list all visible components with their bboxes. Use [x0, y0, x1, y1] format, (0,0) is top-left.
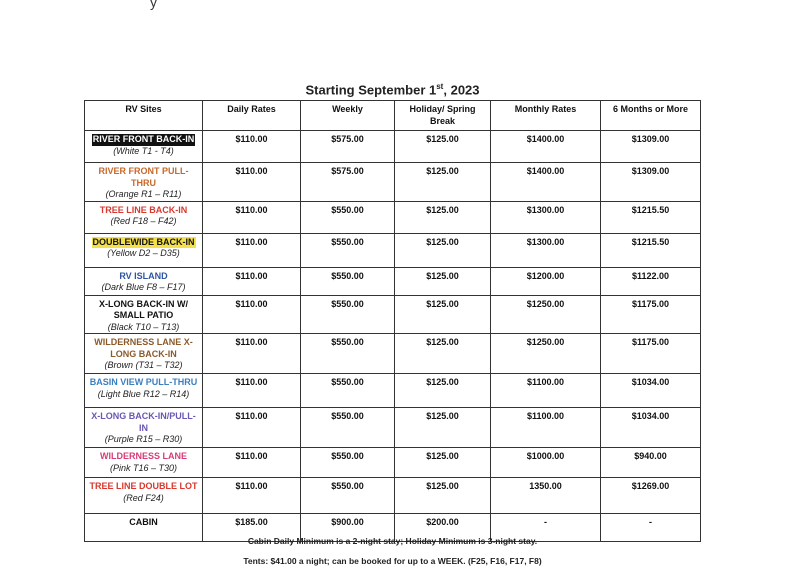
six-month-rate-cell: $1269.00: [601, 478, 701, 514]
title-text: Starting September 1: [305, 82, 437, 98]
six-month-rate-cell: -: [601, 514, 701, 542]
site-cell: [85, 131, 203, 163]
daily-rate-cell: $110.00: [203, 374, 301, 408]
table-row: [85, 131, 701, 163]
site-cell: [85, 295, 203, 334]
holiday-rate-cell: $200.00: [395, 514, 491, 542]
table-row: [85, 478, 701, 514]
daily-rate-cell: $110.00: [203, 295, 301, 334]
monthly-rate-cell: $1250.00: [491, 295, 601, 334]
site-cell: [85, 374, 203, 408]
table-row: [85, 448, 701, 478]
site-name: BASIN VIEW PULL-THRU: [89, 377, 198, 387]
daily-rate-cell: $185.00: [203, 514, 301, 542]
table-row: [85, 408, 701, 448]
col-header-monthly-rates: Monthly Rates: [491, 101, 601, 131]
weekly-rate-cell: $550.00: [301, 374, 395, 408]
site-name: DOUBLEWIDE BACK-IN: [92, 236, 195, 247]
site-name: WILDERNESS LANE X-LONG BACK-IN: [94, 337, 193, 359]
weekly-rate-cell: $575.00: [301, 131, 395, 163]
cabin-minimum-note: Cabin Daily Minimum is a 2-night stay; Holiday Minimum is 3-night stay.: [247, 536, 538, 546]
table-row: [85, 163, 701, 202]
site-cell: [85, 408, 203, 448]
daily-rate-cell: $110.00: [203, 478, 301, 514]
site-name: RV ISLAND: [119, 270, 168, 281]
site-cell: [85, 448, 203, 478]
col-header-rv-sites: RV Sites: [85, 101, 203, 131]
title-year: , 2023: [443, 82, 480, 98]
daily-rate-cell: $110.00: [203, 334, 301, 374]
weekly-rate-cell: $550.00: [301, 267, 395, 295]
monthly-rate-cell: $1200.00: [491, 267, 601, 295]
site-cell: [85, 334, 203, 374]
holiday-rate-cell: $125.00: [395, 295, 491, 334]
header-row: [85, 101, 701, 131]
monthly-rate-cell: $1300.00: [491, 201, 601, 233]
site-code: (Purple R15 – R30): [104, 434, 183, 444]
holiday-rate-cell: $125.00: [395, 131, 491, 163]
site-code: (Orange R1 – R11): [105, 189, 182, 199]
monthly-rate-cell: $1100.00: [491, 374, 601, 408]
holiday-rate-cell: $125.00: [395, 478, 491, 514]
holiday-rate-cell: $125.00: [395, 334, 491, 374]
corner-mark: y: [150, 0, 157, 10]
holiday-rate-cell: $125.00: [395, 163, 491, 202]
site-code: (Light Blue R12 – R14): [97, 388, 190, 399]
site-code: (Pink T16 – T30): [109, 462, 178, 473]
monthly-rate-cell: $1400.00: [491, 163, 601, 202]
table-row: [85, 295, 701, 334]
weekly-rate-cell: $550.00: [301, 233, 395, 267]
monthly-rate-cell: -: [491, 514, 601, 542]
daily-rate-cell: $110.00: [203, 233, 301, 267]
weekly-rate-cell: $575.00: [301, 163, 395, 202]
daily-rate-cell: $110.00: [203, 267, 301, 295]
site-name: RIVER FRONT PULL-THRU: [98, 166, 189, 188]
site-name: TREE LINE DOUBLE LOT: [89, 481, 198, 491]
site-code: (Dark Blue F8 – F17): [101, 282, 186, 292]
site-code: (Red F18 – F42): [110, 216, 177, 226]
monthly-rate-cell: $1400.00: [491, 131, 601, 163]
monthly-rate-cell: $1250.00: [491, 334, 601, 374]
six-month-rate-cell: $1309.00: [601, 131, 701, 163]
daily-rate-cell: $110.00: [203, 408, 301, 448]
six-month-rate-cell: $1034.00: [601, 374, 701, 408]
weekly-rate-cell: $550.00: [301, 201, 395, 233]
monthly-rate-cell: $1000.00: [491, 448, 601, 478]
site-cell: [85, 478, 203, 514]
site-name: X-LONG BACK-IN/PULL-IN: [91, 411, 196, 433]
six-month-rate-cell: $1309.00: [601, 163, 701, 202]
rates-table: [84, 100, 701, 542]
table-row: [85, 233, 701, 267]
weekly-rate-cell: $550.00: [301, 478, 395, 514]
table-row: [85, 374, 701, 408]
site-name: WILDERNESS LANE: [99, 451, 187, 461]
weekly-rate-cell: $550.00: [301, 408, 395, 448]
site-name: RIVER FRONT BACK-IN: [92, 134, 195, 144]
daily-rate-cell: $110.00: [203, 163, 301, 202]
holiday-rate-cell: $125.00: [395, 408, 491, 448]
six-month-rate-cell: $1215.50: [601, 233, 701, 267]
holiday-rate-cell: $125.00: [395, 448, 491, 478]
col-header-daily-rates: Daily Rates: [203, 101, 301, 131]
site-cell: [85, 163, 203, 202]
monthly-rate-cell: 1350.00: [491, 478, 601, 514]
site-name: CABIN: [129, 517, 158, 527]
site-code: (Yellow D2 – D35): [107, 248, 180, 258]
six-month-rate-cell: $1034.00: [601, 408, 701, 448]
six-month-rate-cell: $1122.00: [601, 267, 701, 295]
table-row: [85, 201, 701, 233]
site-code: (Black T10 – T13): [107, 321, 180, 332]
weekly-rate-cell: $900.00: [301, 514, 395, 542]
title-sup: st: [436, 82, 444, 91]
holiday-rate-cell: $125.00: [395, 201, 491, 233]
weekly-rate-cell: $550.00: [301, 295, 395, 334]
site-name: X-LONG BACK-IN W/ SMALL PATIO: [99, 298, 188, 320]
daily-rate-cell: $110.00: [203, 131, 301, 163]
six-month-rate-cell: $1215.50: [601, 201, 701, 233]
tents-note: Tents: $41.00 a night; can be booked for up to a WEEK. (F25, F16, F17, F8): [243, 556, 542, 566]
six-month-rate-cell: $940.00: [601, 448, 701, 478]
col-header-holiday: Holiday/ Spring Break: [395, 101, 491, 131]
monthly-rate-cell: $1100.00: [491, 408, 601, 448]
holiday-rate-cell: $125.00: [395, 374, 491, 408]
holiday-rate-cell: $125.00: [395, 267, 491, 295]
col-header-weekly: Weekly: [301, 101, 395, 131]
site-code: (Red F24): [123, 492, 164, 503]
six-month-rate-cell: $1175.00: [601, 295, 701, 334]
site-cell: [85, 233, 203, 267]
site-cell: [85, 267, 203, 295]
six-month-rate-cell: $1175.00: [601, 334, 701, 374]
daily-rate-cell: $110.00: [203, 448, 301, 478]
holiday-rate-cell: $125.00: [395, 233, 491, 267]
page-title: [0, 82, 785, 97]
weekly-rate-cell: $550.00: [301, 448, 395, 478]
site-cell: [85, 201, 203, 233]
col-header-six-months: 6 Months or More: [601, 101, 701, 131]
site-code: (White T1 - T4): [113, 145, 174, 156]
daily-rate-cell: $110.00: [203, 201, 301, 233]
weekly-rate-cell: $550.00: [301, 334, 395, 374]
table-row: [85, 267, 701, 295]
monthly-rate-cell: $1300.00: [491, 233, 601, 267]
site-name: TREE LINE BACK-IN: [99, 204, 188, 215]
table-row: [85, 334, 701, 374]
site-code: (Brown (T31 – T32): [104, 360, 183, 370]
